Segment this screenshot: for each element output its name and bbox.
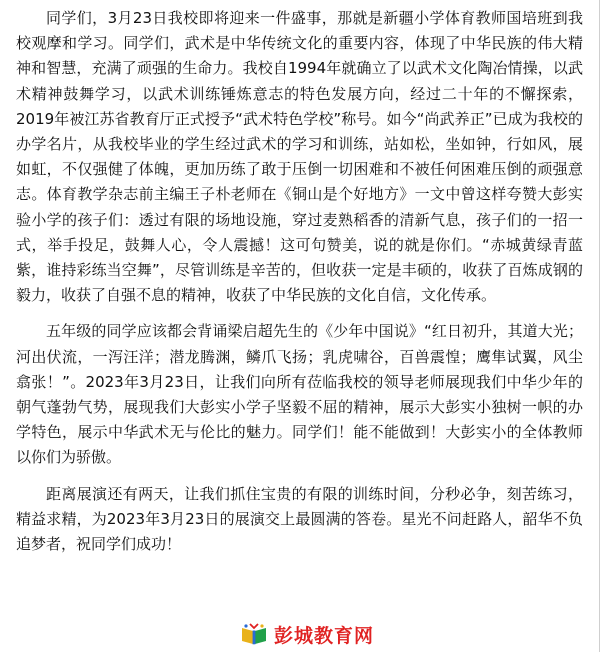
paragraph-3: 距离展演还有两天，让我们抓住宝贵的有限的训练时间，分秒必争，刻苦练习，精益求精，为2023年3月23日的展演交上最圆满的答卷。星光不问赶路人，韶华不负追梦者，祝同学们成功！ [16, 484, 583, 554]
paragraph-2: 五年级的同学应该都会背诵梁启超先生的《少年中国说》“红日初升，其道大光；河出伏流，一泻汪洋；潜龙腾渊，鳞爪飞扬；乳虎啸谷，百兽震惶；鹰隼试翼，风尘翕张！”。2023年3月23日，让我们向所有莅临我校的领导老师展现我们中华少年的朝气蓬勃气势，展现我们大彭实小学子坚毅不屈的精神，展示大彭实小独树一帜的办学特色，展示中华武术无与伦比的魅力。同学们！能不能做到！大彭实小的全体教师以你们为骄傲。 [16, 322, 583, 467]
paragraph-1: 同学们，3月23日我校即将迎来一件盛事，那就是新疆小学体育教师国培班到我校观摩和学习。同学们，武术是中华传统文化的重要内容，体现了中华民族的伟大精神和智慧，充满了顽强的生命力。我校自1994年就确立了以武术文化陶冶情操，以武术精神鼓舞学习，以武术训练锤炼意志的特色发展方向，经过二十年的不懈探索，2019年被江苏省教育厅正式授予“武术特色学校”称号。如今“尚武养正”已成为我校的办学名片，从我校毕业的学生经过武术的学习和训练，站如松，坐如钟，行如风，展如虹，不仅强健了体魄，更加历练了敢于压倒一切困难和不被任何困难压倒的顽强意志。体育教学杂志前主编王子朴老师在《铜山是个好地方》一文中曾这样夸赞大彭实验小学的孩子们：透过有限的场地设施，穿过麦熟稻香的清新气息，孩子们的一招一式，举手投足，鼓舞人心，令人震撼！这可句赞美，说的就是你们。“赤城黄绿青蓝紫，谁持彩练当空舞”，尽管训练是辛苦的，但收获一定是丰硕的，收获了百炼成钢的毅力，收获了自强不息的精神，收获了中华民族的文化自信，文化传承。 [16, 9, 583, 305]
watermark-text: 彭城教育网 [274, 624, 375, 647]
book-logo-icon [240, 622, 268, 646]
watermark-logo [240, 621, 378, 647]
